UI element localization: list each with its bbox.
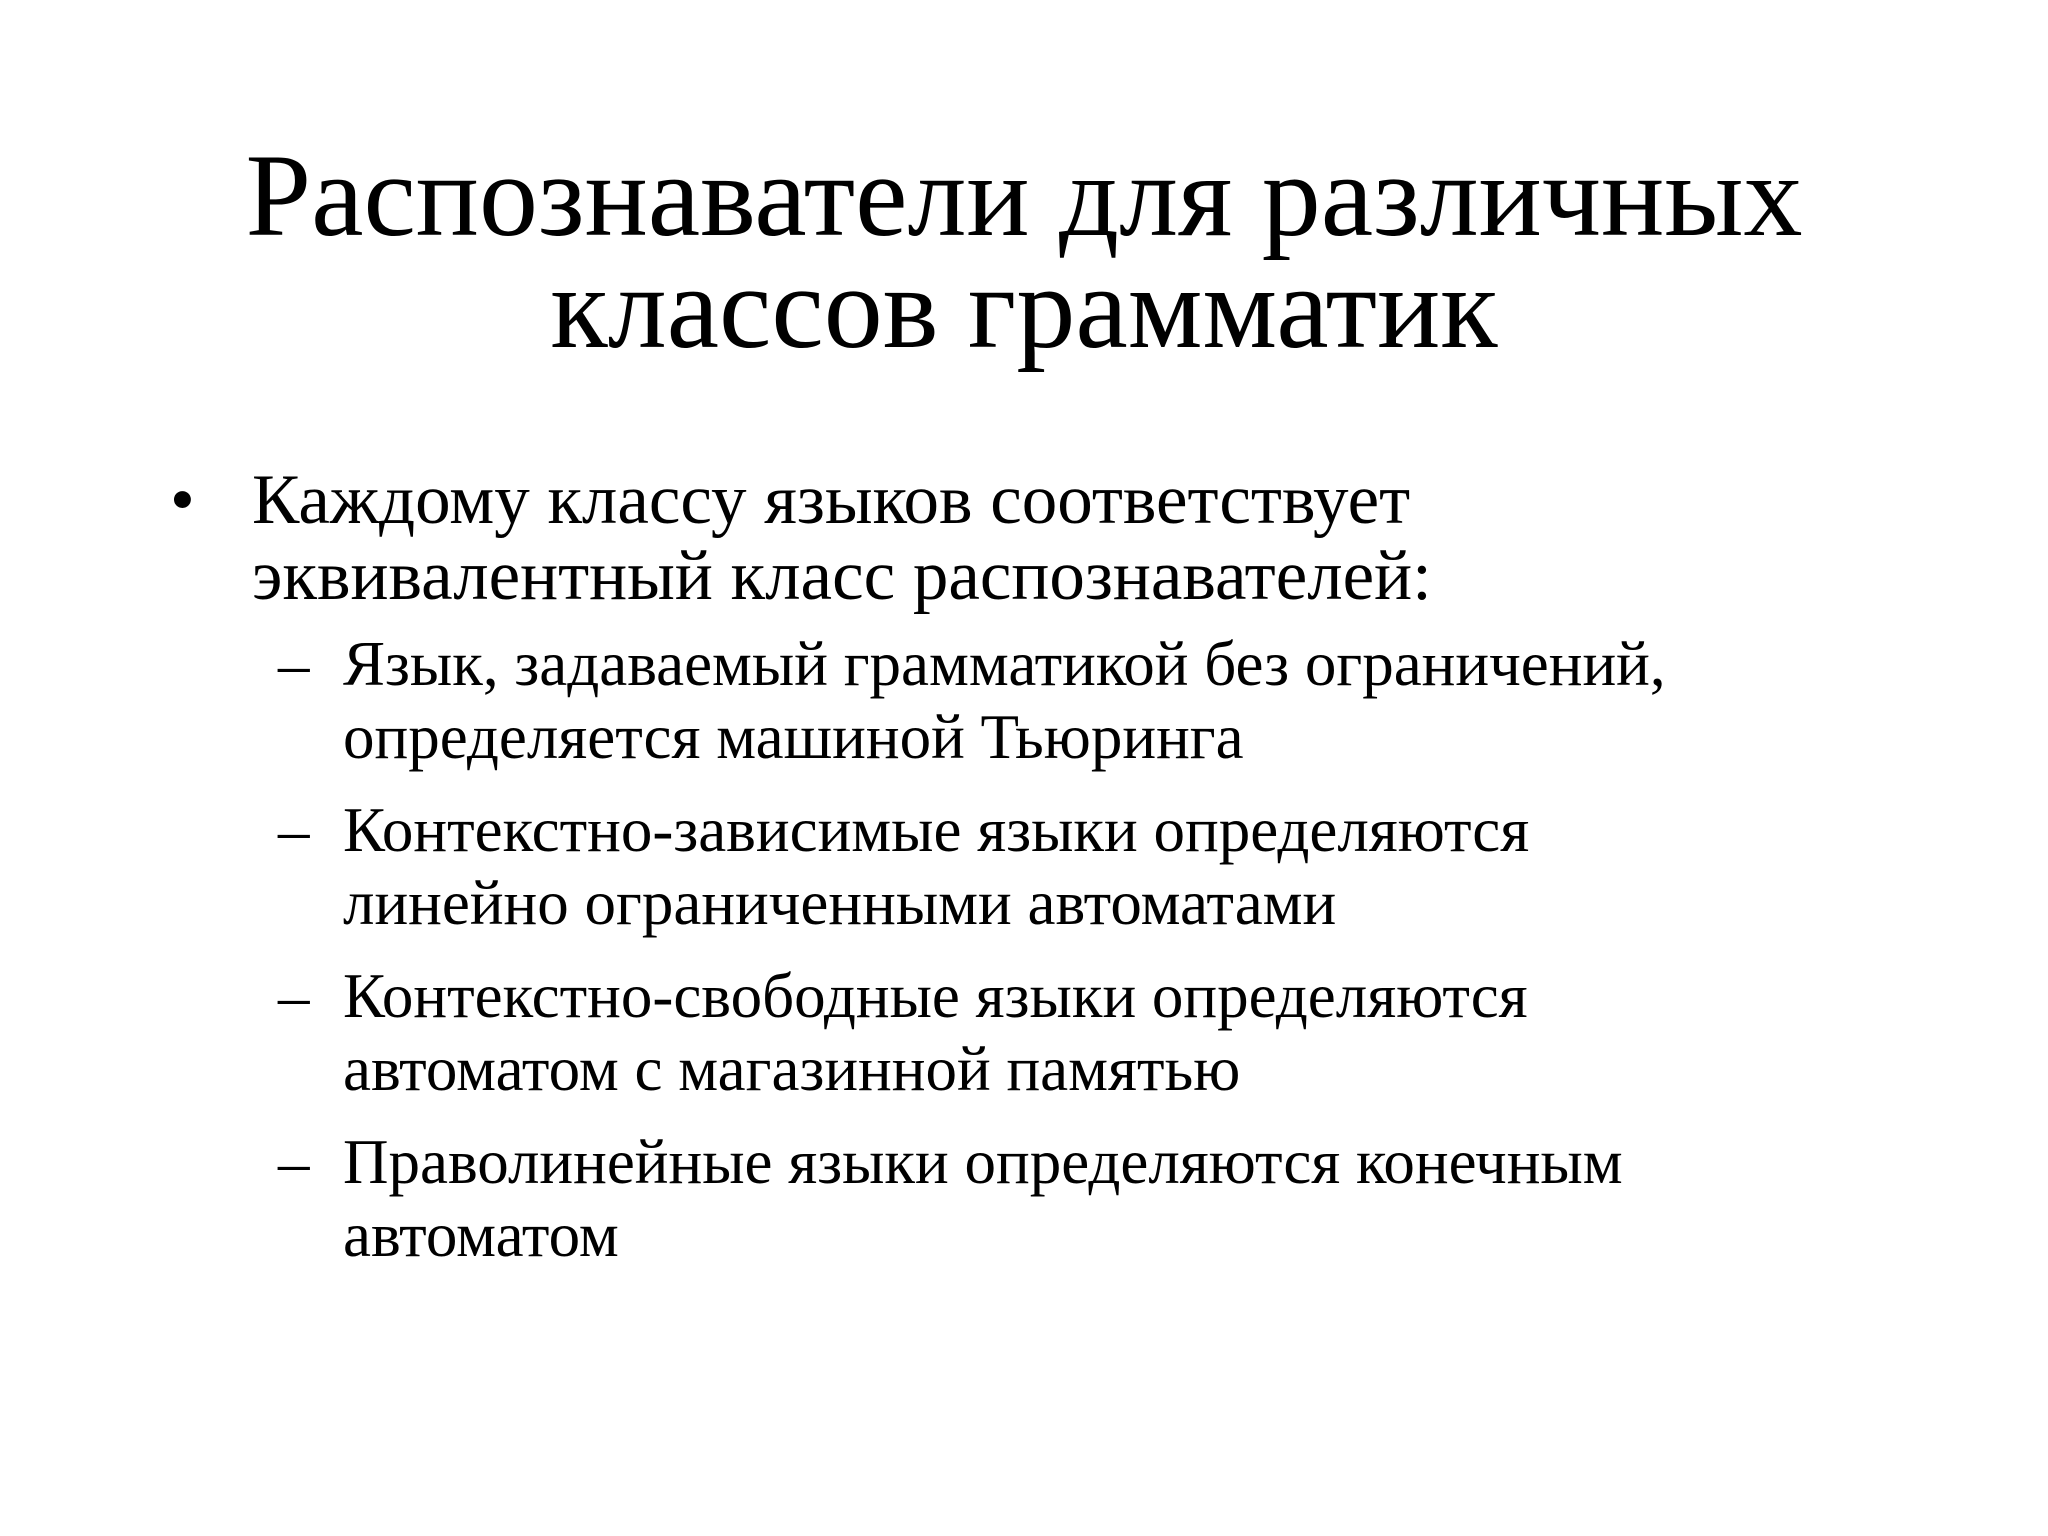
sub-bullet-text-line: линейно ограниченными автоматами <box>343 868 1337 938</box>
sub-bullet-item <box>278 628 1990 774</box>
bullet-text <box>252 462 1990 614</box>
dash-marker: – <box>278 795 310 865</box>
bullet-item <box>170 462 1990 614</box>
sub-bullet-item <box>278 794 1990 940</box>
sub-bullet-text <box>343 960 1990 1106</box>
sub-bullet-list <box>278 628 1990 1272</box>
sub-bullet-text <box>343 1126 1990 1272</box>
sub-bullet-text <box>343 628 1990 774</box>
dash-marker: – <box>278 961 310 1031</box>
dash-marker: – <box>278 629 310 699</box>
dash-marker: – <box>278 1127 310 1197</box>
sub-bullet-text-line: автоматом <box>343 1200 619 1270</box>
sub-bullet-text-line: Праволинейные языки определяются конечным <box>343 1127 1623 1197</box>
sub-bullet-text-line: Контекстно-зависимые языки определяются <box>343 795 1530 865</box>
sub-bullet-item <box>278 960 1990 1106</box>
sub-bullet-text-line: автоматом с магазинной памятью <box>343 1034 1241 1104</box>
slide-body <box>170 462 1990 1292</box>
slide-title <box>100 130 1948 373</box>
sub-bullet-text-line: определяется машиной Тьюринга <box>343 702 1244 772</box>
sub-bullet-item <box>278 1126 1990 1272</box>
bullet-marker: • <box>170 461 195 539</box>
bullet-text-line: Каждому классу языков соответствует <box>252 461 1411 539</box>
slide-title-line: классов грамматик <box>550 242 1498 373</box>
sub-bullet-text-line: Язык, задаваемый грамматикой без ограничений, <box>343 629 1666 699</box>
sub-bullet-text <box>343 794 1990 940</box>
bullet-text-line: эквивалентный класс распознавателей: <box>252 537 1432 615</box>
sub-bullet-text-line: Контекстно-свободные языки определяются <box>343 961 1528 1031</box>
slide-title-line: Распознаватели для различных <box>245 130 1803 261</box>
